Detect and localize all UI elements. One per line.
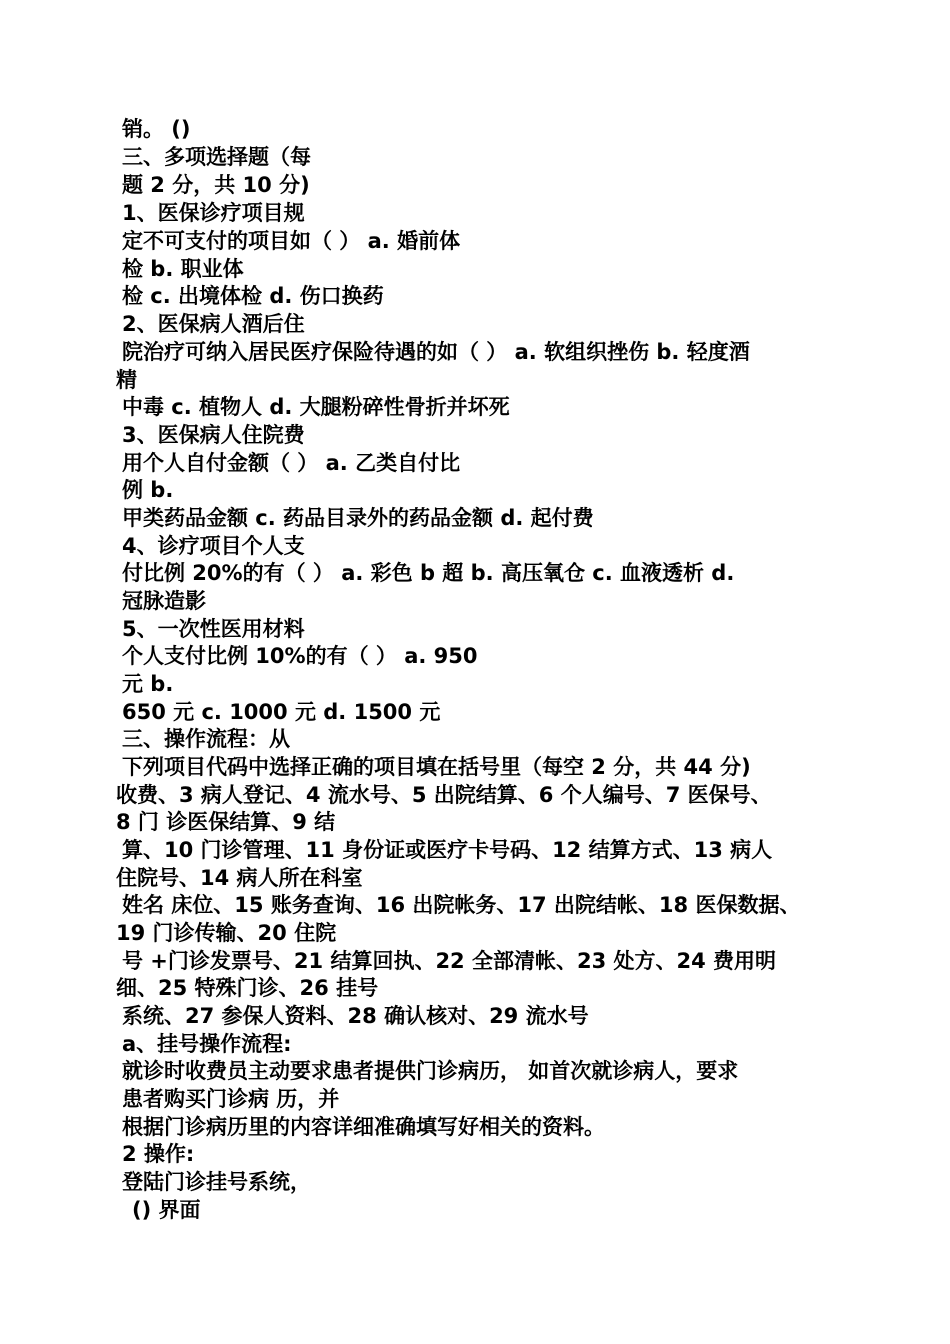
- text-line: 下列项目代码中选择正确的项目填在括号里（每空 2 分，共 44 分): [122, 755, 751, 779]
- text-line: 精: [116, 368, 137, 392]
- question-line: 院治疗可纳入居民医疗保险待遇的如（ ） a. 软组织挫伤 b. 轻度酒: [122, 340, 750, 364]
- text-line: 号 +门诊发票号、21 结算回执、22 全部清帐、23 处方、24 费用明: [122, 949, 777, 973]
- text-line: 题 2 分，共 10 分): [122, 173, 310, 197]
- text-line: 患者购买门诊病 历，并: [122, 1087, 340, 1111]
- text-line: 甲类药品金额 c. 药品目录外的药品金额 d. 起付费: [122, 506, 594, 530]
- text-line: 检 b. 职业体: [122, 257, 244, 281]
- text-line: 算、10 门诊管理、11 身份证或医疗卡号码、12 结算方式、13 病人: [122, 838, 773, 862]
- subsection-heading: a、挂号操作流程:: [122, 1032, 292, 1056]
- question-line: 2、医保病人酒后住: [122, 312, 305, 336]
- text-line: 收费、3 病人登记、4 流水号、5 出院结算、6 个人编号、7 医保号、: [116, 783, 772, 807]
- text-line: 登陆门诊挂号系统，: [122, 1170, 311, 1194]
- subsection-heading: 2 操作:: [122, 1142, 195, 1166]
- text-line: 中毒 c. 植物人 d. 大腿粉碎性骨折并坏死: [122, 395, 510, 419]
- text-line: 系统、27 参保人资料、28 确认核对、29 流水号: [122, 1004, 589, 1028]
- text-line: 细、25 特殊门诊、26 挂号: [116, 976, 379, 1000]
- question-line: 3、医保病人住院费: [122, 423, 305, 447]
- text-line: 姓名 床位、15 账务查询、16 出院帐务、17 出院结帐、18 医保数据、: [122, 893, 801, 917]
- text-line: 例 b.: [122, 478, 174, 502]
- text-line: 根据门诊病历里的内容详细准确填写好相关的资料。: [122, 1115, 605, 1139]
- text-line: 住院号、14 病人所在科室: [116, 866, 363, 890]
- question-line: 定不可支付的项目如（ ） a. 婚前体: [122, 229, 461, 253]
- question-line: 个人支付比例 10%的有（ ） a. 950: [122, 644, 478, 668]
- question-line: 用个人自付金额（ ） a. 乙类自付比: [122, 451, 461, 475]
- text-line: 元 b.: [122, 672, 174, 696]
- text-line: 8 门 诊医保结算、9 结: [116, 810, 336, 834]
- text-line: 19 门诊传输、20 住院: [116, 921, 337, 945]
- question-line: 1、医保诊疗项目规: [122, 201, 305, 225]
- section-heading: 三、多项选择题（每: [122, 145, 311, 169]
- text-line: () 界面: [132, 1198, 201, 1222]
- section-heading: 三、操作流程：从: [122, 727, 290, 751]
- text-line: 冠脉造影: [122, 589, 206, 613]
- question-line: 付比例 20%的有（ ） a. 彩色 b 超 b. 高压氧仓 c. 血液透析 d.: [122, 561, 735, 585]
- question-line: 5、一次性医用材料: [122, 617, 305, 641]
- text-line: 检 c. 出境体检 d. 伤口换药: [122, 284, 384, 308]
- text-line: 销。 (): [122, 117, 191, 141]
- question-line: 4、诊疗项目个人支: [122, 534, 305, 558]
- text-line: 就诊时收费员主动要求患者提供门诊病历， 如首次就诊病人，要求: [122, 1059, 739, 1083]
- text-line: 650 元 c. 1000 元 d. 1500 元: [122, 700, 441, 724]
